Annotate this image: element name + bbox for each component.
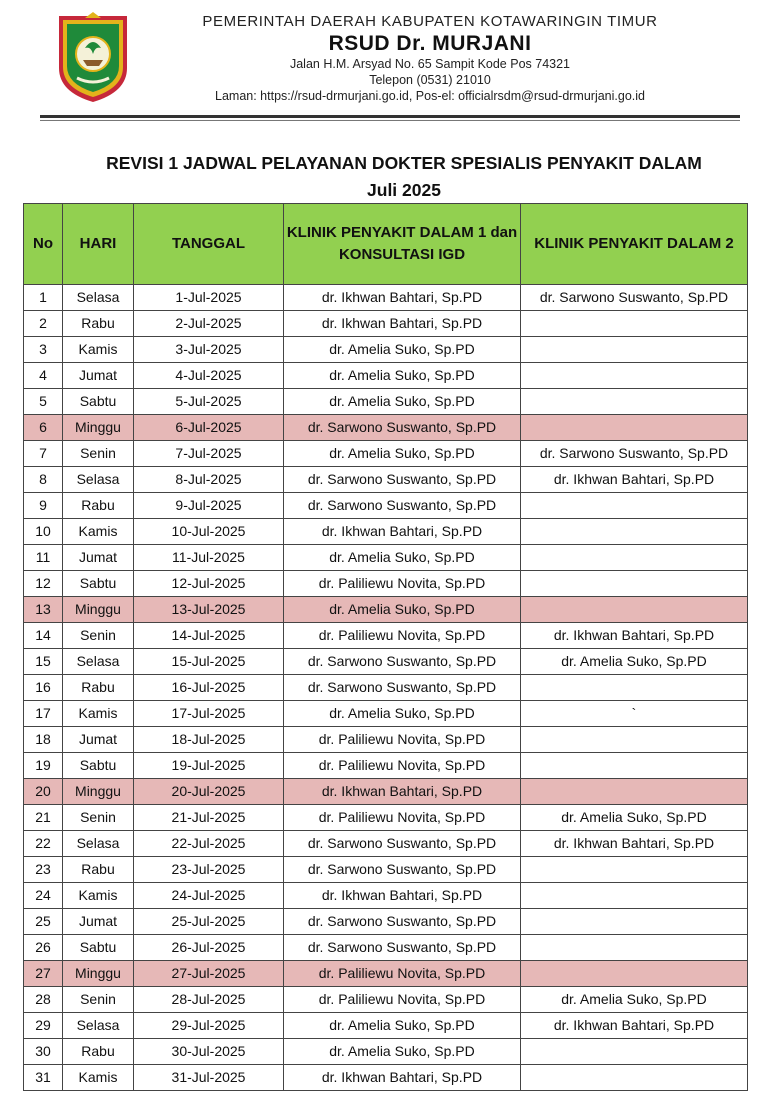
row-clinic-1-doctor: dr. Paliliewu Novita, Sp.PD	[284, 727, 521, 753]
row-date: 3-Jul-2025	[134, 337, 284, 363]
row-number: 18	[24, 727, 63, 753]
row-date: 19-Jul-2025	[134, 753, 284, 779]
row-clinic-1-doctor: dr. Amelia Suko, Sp.PD	[284, 441, 521, 467]
row-number: 21	[24, 805, 63, 831]
header-clinic-2: KLINIK PENYAKIT DALAM 2	[521, 204, 748, 285]
row-day: Jumat	[63, 363, 134, 389]
row-number: 15	[24, 649, 63, 675]
row-number: 26	[24, 935, 63, 961]
row-clinic-2-doctor	[521, 389, 748, 415]
row-clinic-1-doctor: dr. Ikhwan Bahtari, Sp.PD	[284, 311, 521, 337]
row-clinic-1-doctor: dr. Ikhwan Bahtari, Sp.PD	[284, 1065, 521, 1091]
title-line-1: REVISI 1 JADWAL PELAYANAN DOKTER SPESIALIS PENYAKIT DALAM	[106, 153, 702, 173]
row-day: Selasa	[63, 1013, 134, 1039]
hospital-phone: Telepon (0531) 21010	[369, 73, 491, 87]
table-row	[24, 701, 748, 727]
row-clinic-1-doctor: dr. Sarwono Suswanto, Sp.PD	[284, 935, 521, 961]
row-date: 2-Jul-2025	[134, 311, 284, 337]
row-day: Selasa	[63, 285, 134, 311]
row-clinic-1-doctor: dr. Amelia Suko, Sp.PD	[284, 701, 521, 727]
row-clinic-1-doctor: dr. Sarwono Suswanto, Sp.PD	[284, 675, 521, 701]
row-number: 11	[24, 545, 63, 571]
row-number: 30	[24, 1039, 63, 1065]
row-clinic-2-doctor	[521, 779, 748, 805]
row-day: Kamis	[63, 883, 134, 909]
row-day: Sabtu	[63, 389, 134, 415]
table-row	[24, 1065, 748, 1091]
table-row	[24, 311, 748, 337]
row-number: 16	[24, 675, 63, 701]
row-clinic-1-doctor: dr. Sarwono Suswanto, Sp.PD	[284, 493, 521, 519]
row-clinic-2-doctor	[521, 363, 748, 389]
hospital-address: Jalan H.M. Arsyad No. 65 Sampit Kode Pos 74321	[289, 57, 571, 71]
row-number: 23	[24, 857, 63, 883]
row-date: 21-Jul-2025	[134, 805, 284, 831]
row-number: 27	[24, 961, 63, 987]
row-date: 29-Jul-2025	[134, 1013, 284, 1039]
table-row	[24, 857, 748, 883]
row-clinic-2-doctor: dr. Ikhwan Bahtari, Sp.PD	[521, 831, 748, 857]
row-clinic-2-doctor	[521, 727, 748, 753]
letterhead-divider	[40, 115, 740, 118]
row-clinic-1-doctor: dr. Sarwono Suswanto, Sp.PD	[284, 857, 521, 883]
row-number: 13	[24, 597, 63, 623]
row-clinic-2-doctor: dr. Ikhwan Bahtari, Sp.PD	[521, 1013, 748, 1039]
row-number: 4	[24, 363, 63, 389]
row-clinic-2-doctor	[521, 311, 748, 337]
row-clinic-2-doctor	[521, 961, 748, 987]
row-number: 29	[24, 1013, 63, 1039]
table-row	[24, 363, 748, 389]
row-clinic-2-doctor: dr. Amelia Suko, Sp.PD	[521, 649, 748, 675]
row-clinic-1-doctor: dr. Amelia Suko, Sp.PD	[284, 337, 521, 363]
table-row	[24, 805, 748, 831]
row-clinic-2-doctor: dr. Amelia Suko, Sp.PD	[521, 805, 748, 831]
row-day: Selasa	[63, 467, 134, 493]
row-clinic-2-doctor	[521, 909, 748, 935]
row-clinic-1-doctor: dr. Paliliewu Novita, Sp.PD	[284, 805, 521, 831]
row-number: 17	[24, 701, 63, 727]
row-clinic-2-doctor: dr. Amelia Suko, Sp.PD	[521, 987, 748, 1013]
row-day: Selasa	[63, 649, 134, 675]
row-day: Minggu	[63, 415, 134, 441]
title-line-2: Juli 2025	[367, 180, 441, 200]
row-date: 28-Jul-2025	[134, 987, 284, 1013]
table-header-row	[24, 204, 748, 285]
table-row	[24, 571, 748, 597]
row-date: 27-Jul-2025	[134, 961, 284, 987]
row-number: 14	[24, 623, 63, 649]
row-day: Minggu	[63, 961, 134, 987]
row-date: 8-Jul-2025	[134, 467, 284, 493]
table-row	[24, 675, 748, 701]
table-row	[24, 779, 748, 805]
row-day: Senin	[63, 623, 134, 649]
header-no: No	[24, 204, 63, 285]
table-row	[24, 623, 748, 649]
row-number: 6	[24, 415, 63, 441]
row-date: 20-Jul-2025	[134, 779, 284, 805]
row-number: 20	[24, 779, 63, 805]
row-number: 9	[24, 493, 63, 519]
row-clinic-2-doctor	[521, 883, 748, 909]
row-clinic-1-doctor: dr. Amelia Suko, Sp.PD	[284, 389, 521, 415]
document-title	[40, 150, 768, 204]
table-row	[24, 909, 748, 935]
row-date: 31-Jul-2025	[134, 1065, 284, 1091]
row-clinic-1-doctor: dr. Ikhwan Bahtari, Sp.PD	[284, 285, 521, 311]
row-clinic-2-doctor	[521, 597, 748, 623]
row-date: 4-Jul-2025	[134, 363, 284, 389]
table-row	[24, 649, 748, 675]
row-clinic-2-doctor	[521, 675, 748, 701]
row-date: 17-Jul-2025	[134, 701, 284, 727]
table-row	[24, 493, 748, 519]
row-clinic-2-doctor	[521, 415, 748, 441]
row-day: Kamis	[63, 337, 134, 363]
row-clinic-2-doctor: dr. Ikhwan Bahtari, Sp.PD	[521, 623, 748, 649]
header-clinic-1: KLINIK PENYAKIT DALAM 1 dan KONSULTASI IGD	[284, 204, 521, 285]
row-clinic-2-doctor	[521, 753, 748, 779]
row-date: 6-Jul-2025	[134, 415, 284, 441]
row-clinic-1-doctor: dr. Amelia Suko, Sp.PD	[284, 1039, 521, 1065]
row-date: 25-Jul-2025	[134, 909, 284, 935]
row-day: Senin	[63, 987, 134, 1013]
table-row	[24, 545, 748, 571]
row-date: 18-Jul-2025	[134, 727, 284, 753]
table-row	[24, 597, 748, 623]
row-clinic-1-doctor: dr. Paliliewu Novita, Sp.PD	[284, 571, 521, 597]
row-clinic-2-doctor	[521, 935, 748, 961]
schedule-body	[24, 285, 748, 1091]
row-day: Kamis	[63, 701, 134, 727]
row-day: Senin	[63, 805, 134, 831]
row-day: Sabtu	[63, 935, 134, 961]
row-clinic-1-doctor: dr. Amelia Suko, Sp.PD	[284, 545, 521, 571]
row-date: 11-Jul-2025	[134, 545, 284, 571]
row-date: 13-Jul-2025	[134, 597, 284, 623]
table-row	[24, 1039, 748, 1065]
table-row	[24, 467, 748, 493]
table-row	[24, 727, 748, 753]
row-day: Kamis	[63, 519, 134, 545]
row-number: 31	[24, 1065, 63, 1091]
row-date: 15-Jul-2025	[134, 649, 284, 675]
row-clinic-1-doctor: dr. Amelia Suko, Sp.PD	[284, 597, 521, 623]
row-number: 8	[24, 467, 63, 493]
row-clinic-2-doctor	[521, 571, 748, 597]
row-clinic-1-doctor: dr. Sarwono Suswanto, Sp.PD	[284, 909, 521, 935]
row-day: Rabu	[63, 857, 134, 883]
row-number: 22	[24, 831, 63, 857]
row-day: Rabu	[63, 493, 134, 519]
row-number: 24	[24, 883, 63, 909]
row-day: Minggu	[63, 597, 134, 623]
row-day: Rabu	[63, 311, 134, 337]
row-day: Rabu	[63, 1039, 134, 1065]
row-number: 7	[24, 441, 63, 467]
row-clinic-2-doctor	[521, 545, 748, 571]
table-row	[24, 831, 748, 857]
row-number: 2	[24, 311, 63, 337]
row-number: 12	[24, 571, 63, 597]
row-number: 10	[24, 519, 63, 545]
hospital-name: RSUD Dr. MURJANI	[328, 32, 532, 55]
table-row	[24, 441, 748, 467]
row-number: 19	[24, 753, 63, 779]
row-number: 3	[24, 337, 63, 363]
row-clinic-2-doctor	[521, 1039, 748, 1065]
row-day: Sabtu	[63, 571, 134, 597]
row-date: 14-Jul-2025	[134, 623, 284, 649]
hospital-web-contact: Laman: https://rsud-drmurjani.go.id, Pos-el: officialrsdm@rsud-drmurjani.go.id	[215, 89, 645, 103]
header-date: TANGGAL	[134, 204, 284, 285]
letterhead-divider-thin	[40, 120, 740, 121]
row-date: 24-Jul-2025	[134, 883, 284, 909]
regency-emblem-icon	[55, 12, 131, 104]
row-date: 30-Jul-2025	[134, 1039, 284, 1065]
letterhead	[0, 0, 768, 130]
schedule-table	[23, 203, 748, 1091]
row-day: Minggu	[63, 779, 134, 805]
row-number: 5	[24, 389, 63, 415]
row-clinic-2-doctor: `	[521, 701, 748, 727]
row-number: 28	[24, 987, 63, 1013]
row-date: 10-Jul-2025	[134, 519, 284, 545]
row-clinic-2-doctor	[521, 519, 748, 545]
row-clinic-2-doctor	[521, 493, 748, 519]
row-clinic-2-doctor: dr. Sarwono Suswanto, Sp.PD	[521, 285, 748, 311]
row-clinic-2-doctor	[521, 337, 748, 363]
row-clinic-2-doctor: dr. Sarwono Suswanto, Sp.PD	[521, 441, 748, 467]
row-clinic-1-doctor: dr. Paliliewu Novita, Sp.PD	[284, 987, 521, 1013]
row-date: 22-Jul-2025	[134, 831, 284, 857]
row-date: 9-Jul-2025	[134, 493, 284, 519]
header-day: HARI	[63, 204, 134, 285]
row-day: Selasa	[63, 831, 134, 857]
row-clinic-1-doctor: dr. Paliliewu Novita, Sp.PD	[284, 623, 521, 649]
row-clinic-1-doctor: dr. Amelia Suko, Sp.PD	[284, 363, 521, 389]
row-number: 1	[24, 285, 63, 311]
table-row	[24, 337, 748, 363]
row-date: 23-Jul-2025	[134, 857, 284, 883]
row-date: 26-Jul-2025	[134, 935, 284, 961]
row-date: 5-Jul-2025	[134, 389, 284, 415]
row-date: 7-Jul-2025	[134, 441, 284, 467]
table-row	[24, 935, 748, 961]
table-row	[24, 1013, 748, 1039]
row-clinic-1-doctor: dr. Sarwono Suswanto, Sp.PD	[284, 415, 521, 441]
row-clinic-2-doctor	[521, 857, 748, 883]
row-clinic-1-doctor: dr. Sarwono Suswanto, Sp.PD	[284, 467, 521, 493]
row-day: Senin	[63, 441, 134, 467]
row-clinic-1-doctor: dr. Ikhwan Bahtari, Sp.PD	[284, 883, 521, 909]
row-number: 25	[24, 909, 63, 935]
row-clinic-1-doctor: dr. Sarwono Suswanto, Sp.PD	[284, 649, 521, 675]
row-clinic-1-doctor: dr. Paliliewu Novita, Sp.PD	[284, 753, 521, 779]
row-day: Jumat	[63, 545, 134, 571]
row-clinic-2-doctor: dr. Ikhwan Bahtari, Sp.PD	[521, 467, 748, 493]
row-day: Kamis	[63, 1065, 134, 1091]
row-clinic-1-doctor: dr. Sarwono Suswanto, Sp.PD	[284, 831, 521, 857]
letterhead-text	[150, 12, 710, 104]
row-clinic-1-doctor: dr. Ikhwan Bahtari, Sp.PD	[284, 779, 521, 805]
row-clinic-1-doctor: dr. Ikhwan Bahtari, Sp.PD	[284, 519, 521, 545]
table-row	[24, 753, 748, 779]
row-day: Rabu	[63, 675, 134, 701]
table-row	[24, 519, 748, 545]
table-row	[24, 883, 748, 909]
row-clinic-1-doctor: dr. Paliliewu Novita, Sp.PD	[284, 961, 521, 987]
table-row	[24, 415, 748, 441]
row-date: 1-Jul-2025	[134, 285, 284, 311]
table-row	[24, 389, 748, 415]
row-date: 12-Jul-2025	[134, 571, 284, 597]
row-clinic-2-doctor	[521, 1065, 748, 1091]
table-row	[24, 961, 748, 987]
government-name: PEMERINTAH DAERAH KABUPATEN KOTAWARINGIN TIMUR	[202, 13, 658, 30]
row-clinic-1-doctor: dr. Amelia Suko, Sp.PD	[284, 1013, 521, 1039]
table-row	[24, 987, 748, 1013]
table-row	[24, 285, 748, 311]
row-day: Sabtu	[63, 753, 134, 779]
row-day: Jumat	[63, 909, 134, 935]
row-date: 16-Jul-2025	[134, 675, 284, 701]
row-day: Jumat	[63, 727, 134, 753]
